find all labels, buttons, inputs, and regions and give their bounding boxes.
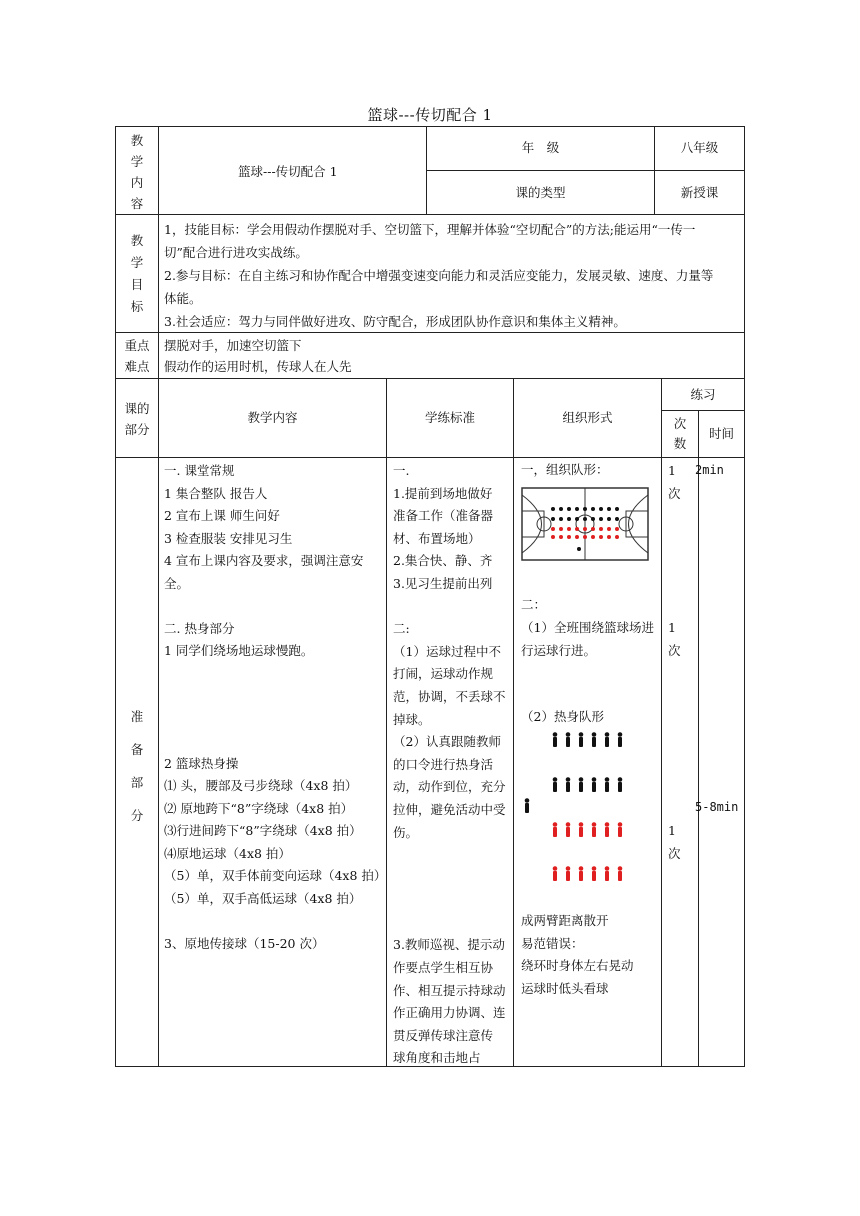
- times-3: 1 次: [668, 823, 681, 861]
- grade-value: 八年级: [680, 140, 719, 155]
- person-figure-icon: [592, 777, 597, 792]
- person-figure-icon: [605, 777, 610, 792]
- person-figure-icon: [566, 866, 571, 881]
- section-content: 一. 课堂常规 1 集合整队 报告人 2 宣布上课 师生问好 3 检查服装 安排见习生 4 宣布上课内容及要求，强调注意安 全。 二. 热身部分 1 同学们绕场地运球慢跑。 2 篮球热身操 ⑴ 头，腰部及弓步绕球（4x8 拍） ⑵ 原地跨下“8”字绕球（4x8 拍） ⑶行进间跨下“8”字绕球（4x8 拍） ⑷原地运球（4x8 拍） （5）单，双手体前变向运球（4x8 拍） （5）单，双手高低运球（4x8 拍） 3、原地传接球（15-20 次）: [164, 463, 387, 951]
- section-part-label: 准 备 部 分: [130, 709, 144, 823]
- key-label: 重点 难点: [124, 338, 150, 374]
- goals-text: 1，技能目标：学会用假动作摆脱对手、空切篮下，理解并体验“空切配合”的方法;能运用“一传一 切”配合进行进攻实战练。 2.参与目标：在自主练习和协作配合中增强变速变向能力和灵活应变能力，发展灵敏、速度、力量等 体能。 3.社会适应：驾力与同伴做好进攻、防守配合，形成团队协作意识和集体主义精神。: [164, 222, 714, 329]
- person-figure-icon: [579, 822, 584, 837]
- times-1: 1 次: [668, 463, 681, 501]
- times-2: 1 次: [668, 620, 681, 658]
- key-text: 摆脱对手，加速空切篮下 假动作的运用时机，传球人在人先: [164, 338, 352, 374]
- content-label: 教 学 内 容: [130, 133, 144, 211]
- person-figure-icon: [553, 822, 558, 837]
- basketball-court-diagram: [521, 487, 649, 561]
- section-top: [115, 457, 745, 458]
- org-warmup-label: 二：: [521, 597, 547, 612]
- type-value: 新授课: [680, 185, 719, 200]
- person-figure-icon: [553, 777, 558, 792]
- grade-label: 年 级: [521, 140, 560, 155]
- col-header-content: 教学内容: [247, 410, 298, 425]
- person-figure-icon: [618, 777, 623, 792]
- org-formation-label: 一，组织队形：: [521, 462, 609, 477]
- person-figure-icon: [525, 798, 530, 813]
- col-header-times: 次 数: [673, 416, 687, 451]
- person-figure-icon: [592, 732, 597, 747]
- goals-row-top: [115, 214, 745, 215]
- table-border-right: [744, 126, 745, 1067]
- warmup-row-3: [550, 822, 630, 838]
- col-header-organization: 组织形式: [562, 410, 613, 425]
- page-title: 篮球---传切配合 1: [367, 106, 493, 124]
- person-figure-icon: [618, 822, 623, 837]
- person-figure-icon: [553, 732, 558, 747]
- standard-col-divider: [513, 378, 514, 1067]
- person-figure-icon: [566, 732, 571, 747]
- section-standard: 一. 1.提前到场地做好 准备工作（准备器 材、布置场地） 2.集合快、静、齐 3.见习生提前出列 二: （1）运球过程中不 打闹，运球动作规 范，协调，不丢球不 掉球。 （2）认真跟随教师 的口令进行热身活 动，动作到位，充分 拉伸，避免活动中受 伤。 3.教师巡视、提示动 作要点学生相互协 作、相互提示持球动 作正确用力协调、连 贯反弹传球注意传 球角度和击地占: [393, 463, 506, 1066]
- person-figure-icon: [592, 822, 597, 837]
- content-col-divider: [386, 378, 387, 1067]
- header-row-divider: [426, 170, 745, 171]
- warmup-row-4: [550, 866, 630, 882]
- warmup-row-2: [550, 777, 630, 793]
- person-figure-icon: [579, 866, 584, 881]
- practice-divider: [661, 410, 745, 411]
- content-value: 篮球---传切配合 1: [238, 164, 338, 179]
- person-figure-icon: [605, 866, 610, 881]
- person-figure-icon: [618, 866, 623, 881]
- org-warmup-formation: （2）热身队形: [521, 709, 604, 724]
- person-figure-icon: [605, 822, 610, 837]
- goals-label: 教 学 目 标: [130, 233, 144, 314]
- type-label: 课的类型: [515, 185, 566, 200]
- part-label: 课的 部分: [124, 401, 150, 437]
- warmup-row-1: [550, 732, 630, 748]
- times-col-divider: [698, 410, 699, 1067]
- teacher-figure: [522, 798, 532, 814]
- person-figure-icon: [618, 732, 623, 747]
- org-errors-text: 成两臂距离散开 易范错误： 绕环时身体左右晃动 运球时低头看球: [521, 913, 634, 996]
- person-figure-icon: [579, 732, 584, 747]
- label-col-divider: [158, 126, 159, 1067]
- col-header-duration: 时间: [708, 426, 734, 441]
- duration-2: 5-8min: [695, 800, 739, 814]
- person-figure-icon: [605, 732, 610, 747]
- person-figure-icon: [592, 866, 597, 881]
- org-dribble-text: （1）全班围绕篮球场进 行运球行进。: [521, 620, 654, 658]
- columns-header-top: [115, 378, 745, 379]
- person-figure-icon: [579, 777, 584, 792]
- person-figure-icon: [566, 822, 571, 837]
- col-header-standard: 学练标准: [424, 410, 475, 425]
- table-border-top: [115, 126, 745, 127]
- person-figure-icon: [553, 866, 558, 881]
- col-header-practice: 练习: [690, 387, 716, 402]
- person-figure-icon: [566, 777, 571, 792]
- duration-1: 2min: [695, 463, 724, 477]
